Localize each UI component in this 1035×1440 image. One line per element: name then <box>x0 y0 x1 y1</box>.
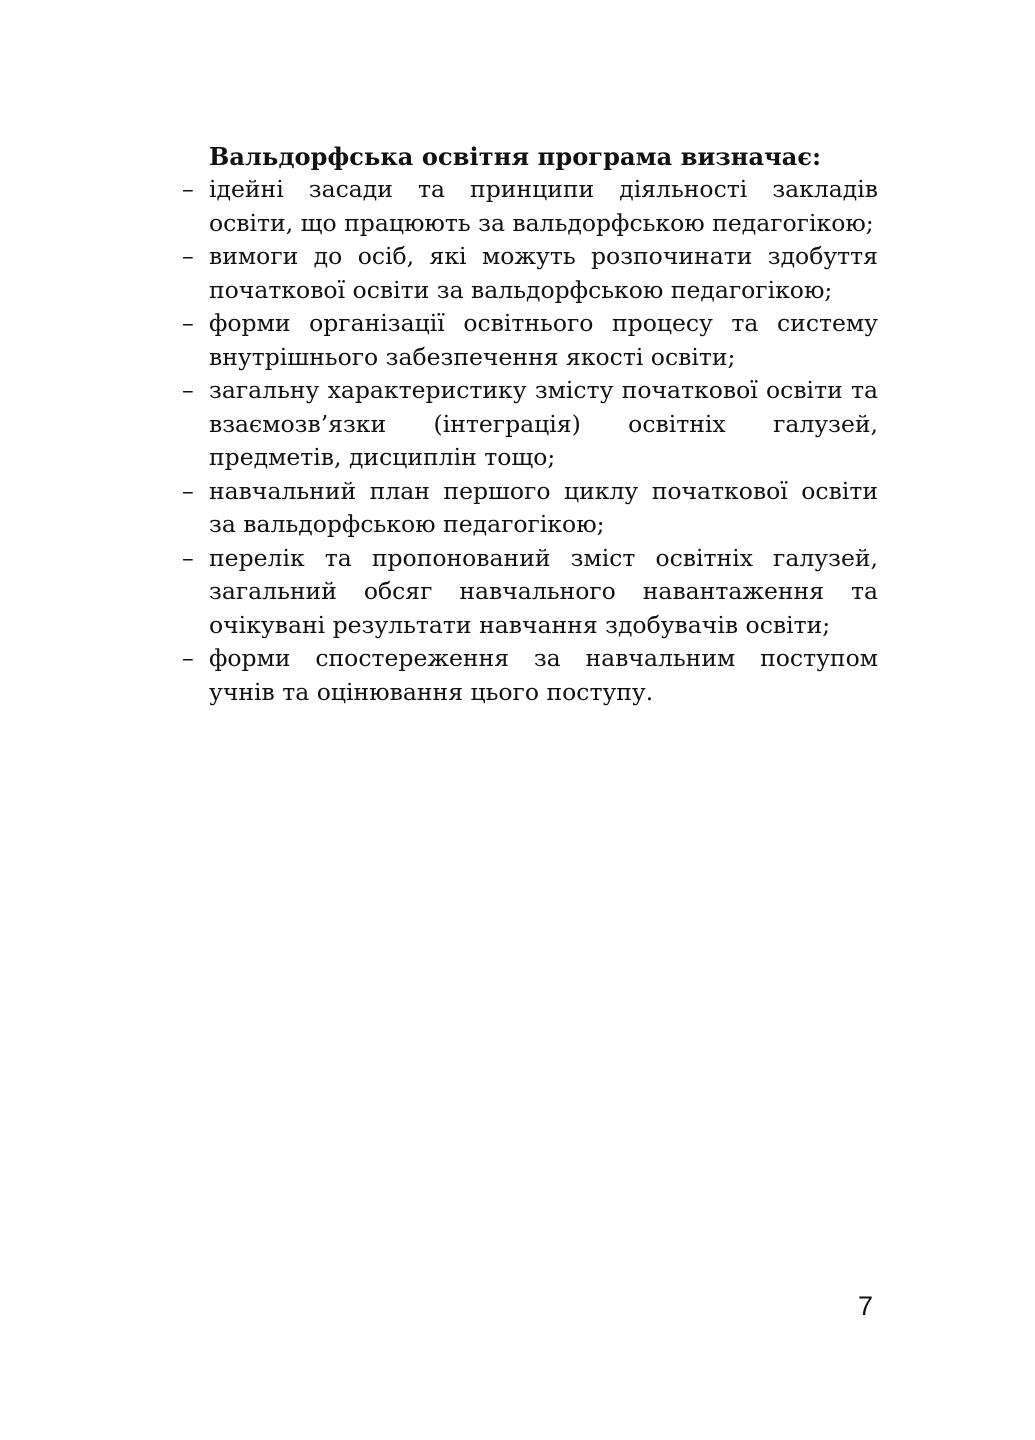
list-item-text: перелік та пропонований зміст освітніх галузей, загальний обсяг навчального навантаження та очікувані результати навчання здобувачів освіти; <box>209 543 878 639</box>
list-item <box>182 542 878 643</box>
dash-bullet: – <box>182 644 194 672</box>
page-content <box>182 140 878 709</box>
dash-bullet: – <box>182 543 194 572</box>
list-item <box>182 475 878 542</box>
list-item <box>182 374 878 475</box>
dash-bullet: – <box>182 175 194 203</box>
list-item <box>182 173 878 240</box>
list-item-text: ідейні засади та принципи діяльності закладів освіти, що працюють за вальдорфською педагогікою; <box>209 175 878 237</box>
list-item-text: навчальний план першого циклу початкової освіти за вальдорфською педагогікою; <box>209 476 878 538</box>
list-item <box>182 642 878 709</box>
dash-bullet: – <box>182 309 194 337</box>
dash-bullet: – <box>182 376 194 404</box>
list-item-text: форми спостереження за навчальним поступом учнів та оцінювання цього поступу. <box>209 644 878 706</box>
list-item-text: вимоги до осіб, які можуть розпочинати здобуття початкової освіти за вальдорфською педагогікою; <box>209 242 878 304</box>
dash-bullet: – <box>182 476 194 505</box>
page-number: 7 <box>858 1291 874 1321</box>
list-item-text: загальну характеристику змісту початкової освіти та взаємозв’язки (інтеграція) освітніх галузей, предметів, дисциплін тощо; <box>209 376 878 471</box>
dash-bullet: – <box>182 242 194 270</box>
bullet-list <box>182 173 878 709</box>
list-item <box>182 307 878 374</box>
list-heading: Вальдорфська освітня програма визначає: <box>209 142 822 171</box>
list-item-text: форми організації освітнього процесу та систему внутрішнього забезпечення якості освіти; <box>209 309 878 371</box>
list-item <box>182 240 878 307</box>
